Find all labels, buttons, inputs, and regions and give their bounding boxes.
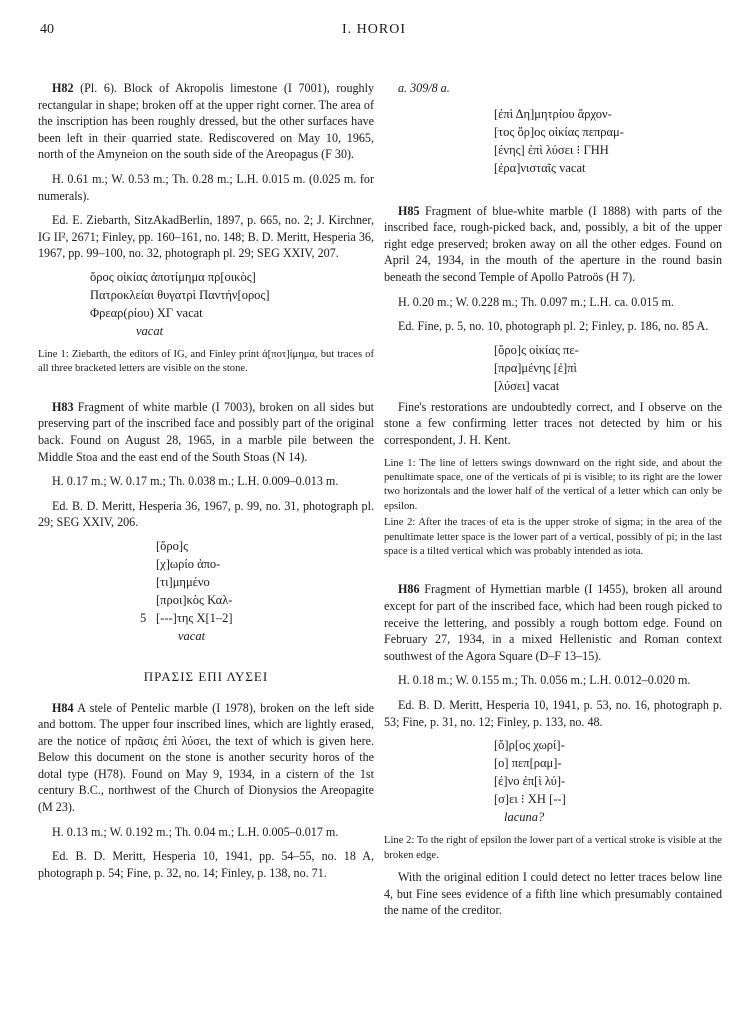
inscription-line: Πατροκλείαι θυγατρὶ Παντήν[ορος] (90, 287, 270, 302)
inscription-line: [ὅ]ρ[ος χωρί]- (494, 738, 565, 753)
entry-h85-note-1: Line 1: The line of letters swings downward on the right side, and about the penultimate space, one of the verticals of pi is visible; to its right are the lower two horizontals and the lower half of the vertical of a letter which can only be epsilon. (384, 457, 722, 512)
right-column (384, 80, 722, 919)
inscription-line: [πρα]μένης [ἐ]πὶ (494, 360, 577, 375)
entry-h83-editions: Ed. B. D. Meritt, Hesperia 36, 1967, p. 99, no. 31, photograph pl. 29; SEG XXIV, 206. (38, 498, 374, 530)
entry-h85-inscription (384, 341, 722, 395)
inscription-line: [ἐρα]νισταῖς vacat (494, 160, 586, 175)
inscription-line: [σ]ει ⁝ XH [--] (494, 792, 566, 807)
entry-h86-comment: With the original edition I could detect no letter traces below line 4, but Fine sees evidence of a fifth line which presumably contained the name of the creditor. (384, 869, 722, 918)
entry-h82-editions: Ed. E. Ziebarth, SitzAkadBerlin, 1897, p. 665, no. 2; J. Kirchner, IG II², 2671; Finley, pp. 160–161, no. 148; B. D. Meritt, Hesperia 36, 1967, pp. 99–100, no. 32, photograph pl. 29; SEG XXIV, 207. (38, 213, 374, 261)
entry-h83-id: H83 (52, 399, 74, 414)
entry-h84-description: H84 A stele of Pentelic marble (I 1978), broken on the left side and bottom. The upper four inscribed lines, which are lightly erased, are the notice of πρᾶσις ἐπὶ λύσει, the text of which is given here. Below this document on the stone is another security horos of the dotal type (H78). Found on May 9, 1934, in a cistern of the 1st century B.C., northwest of the Church of Dionysios the Areopagite (M 23). (38, 700, 374, 815)
section-title: ΠΡΑΣΙΣ ΕΠΙ ΛΥΣΕΙ (143, 668, 269, 684)
entry-h82-measurements: H. 0.61 m.; W. 0.53 m.; Th. 0.28 m.; L.H. 0.015 m. (0.025 m. for numerals). (38, 171, 374, 203)
entry-h86-editions: Ed. B. D. Meritt, Hesperia 10, 1941, p. 53, no. 16, photograph p. 53; Fine, p. 31, no. 12; Finley, p. 133, no. 48. (384, 697, 722, 729)
inscription-lacuna: lacuna? (504, 810, 545, 825)
left-column (38, 80, 374, 881)
entry-h83-description: H83 Fragment of white marble (I 7003), broken on all sides but preserving part of the inscribed face and possibly part of the original back. Found on August 28, 1965, in a marble pile between the Middle Stoa and the east end of the South Stoas (N 14). (38, 399, 374, 464)
entry-h86-note: Line 2: To the right of epsilon the lower part of a vertical stroke is visible at the broken edge. (384, 835, 722, 861)
inscription-line: 5 [---]της X[1–2] (140, 610, 233, 625)
line-number: 5 (140, 610, 147, 625)
inscription-line: [λύσει] vacat (494, 378, 560, 393)
entry-h82-id: H82 (52, 81, 74, 95)
entry-h86-id: H86 (398, 582, 420, 597)
entry-h83-measurements: H. 0.17 m.; W. 0.17 m.; Th. 0.038 m.; L.H. 0.009–0.013 m. (52, 474, 339, 489)
inscription-line: [τι]μημένο (156, 574, 210, 589)
inscription-line: [ένης] ἐπὶ λύσει ⁝ ΓΗΗ (494, 142, 609, 157)
entry-h84-measurements: H. 0.13 m.; W. 0.192 m.; Th. 0.04 m.; L.H. 0.005–0.017 m. (52, 824, 339, 839)
inscription-line: [τος ὅρ]ος οἰκίας πεπραμ- (494, 124, 624, 139)
inscription-line: [χ]ωρίο ἀπο- (156, 556, 221, 571)
inscription-vacat: vacat (136, 323, 164, 338)
inscription-line: [προι]κὸς Καλ- (156, 592, 233, 607)
entry-h85-note-2: Line 2: After the traces of eta is the upper stroke of sigma; in the area of the penultimate letter space is the lower part of a vertical, possibly of pi; in the last space is a tilted vertical which was probably intended as iota. (384, 517, 722, 557)
entry-h82-note: Line 1: Ziebarth, the editors of IG, and Finley print ἀ[ποτ]ίμημα, but traces of all three bracketed letters are visible on the stone. (38, 348, 374, 375)
page-number: 40 (40, 22, 54, 37)
entry-h85-id: H85 (398, 203, 420, 218)
entry-h85-editions: Ed. Fine, p. 5, no. 10, photograph pl. 2; Finley, p. 186, no. 85 A. (398, 319, 709, 334)
entry-h84-editions: Ed. B. D. Meritt, Hesperia 10, 1941, pp. 54–55, no. 18 A, photograph p. 54; Fine, p. 32, no. 14; Finley, p. 138, no. 71. (38, 849, 374, 880)
inscription-line: ὅρος οἰκίας ἀποτίμημα πρ[οικὸς] (90, 269, 256, 284)
entry-h82-description: H82 (Pl. 6). Block of Akropolis limestone (I 7001), roughly rectangular in shape; broken off at the upper right corner. The area of the inscription has been roughly dressed, but the other surfaces have been left in their quarried state. Rediscovered on May 10, 1965, north of the Amyneion on the south side of the Areopagus (F 30). (38, 81, 374, 162)
entry-h85-description: H85 Fragment of blue-white marble (I 1888) with parts of the inscribed face, rough-picked back, and, possibly, a bit of the upper right edge preserved; broken away on all the other edges. Found on April 24, 1934, in the mouth of the aperture in the round basin beneath the second Temple of Apollo Patroös (H 7). (384, 203, 722, 284)
entry-h86-inscription (384, 736, 722, 826)
inscription-line: [ο] πεπ[ραμ]- (494, 756, 562, 771)
inscription-line: [ἐπὶ Δη]μητρίου ἄρχον- (494, 106, 612, 121)
entry-h85-comment: Fine's restorations are undoubtedly correct, and I observe on the stone a few confirming letter traces not detected by him or his correspondent, J. H. Kent. (384, 399, 722, 447)
entry-h84-id: H84 (52, 700, 74, 715)
entry-h83-inscription (38, 537, 374, 645)
inscription-vacat: vacat (178, 628, 206, 643)
entry-h85-measurements: H. 0.20 m.; W. 0.228 m.; Th. 0.097 m.; L.H. ca. 0.015 m. (398, 294, 674, 309)
entry-h84-date: a. 309/8 a. (398, 81, 450, 95)
inscription-line: [ὅρο]ς οἰκίας πε- (494, 342, 579, 357)
entry-h86-measurements: H. 0.18 m.; W. 0.155 m.; Th. 0.056 m.; L.H. 0.012–0.020 m. (398, 673, 691, 688)
running-head: I. HOROI (342, 22, 406, 37)
entry-h84-inscription (384, 105, 722, 177)
entry-h82-inscription (38, 268, 374, 340)
inscription-line: [ὅρο]ς (156, 538, 189, 553)
entry-h86-description: H86 Fragment of Hymettian marble (I 1455), broken all around except for part of the inscribed face, which had been rough picked to receive the lettering, and possibly a rough bottom edge. Found on February 27, 1934, in a mixed Hellenistic and Roman context southwest of the Agora Square (D–F 13–15). (384, 582, 722, 663)
inscription-line: [έ]νο ἐπ[ὶ λύ]- (494, 774, 566, 789)
inscription-line: Φρεαρ(ρίου) XΓ vacat (90, 305, 203, 320)
